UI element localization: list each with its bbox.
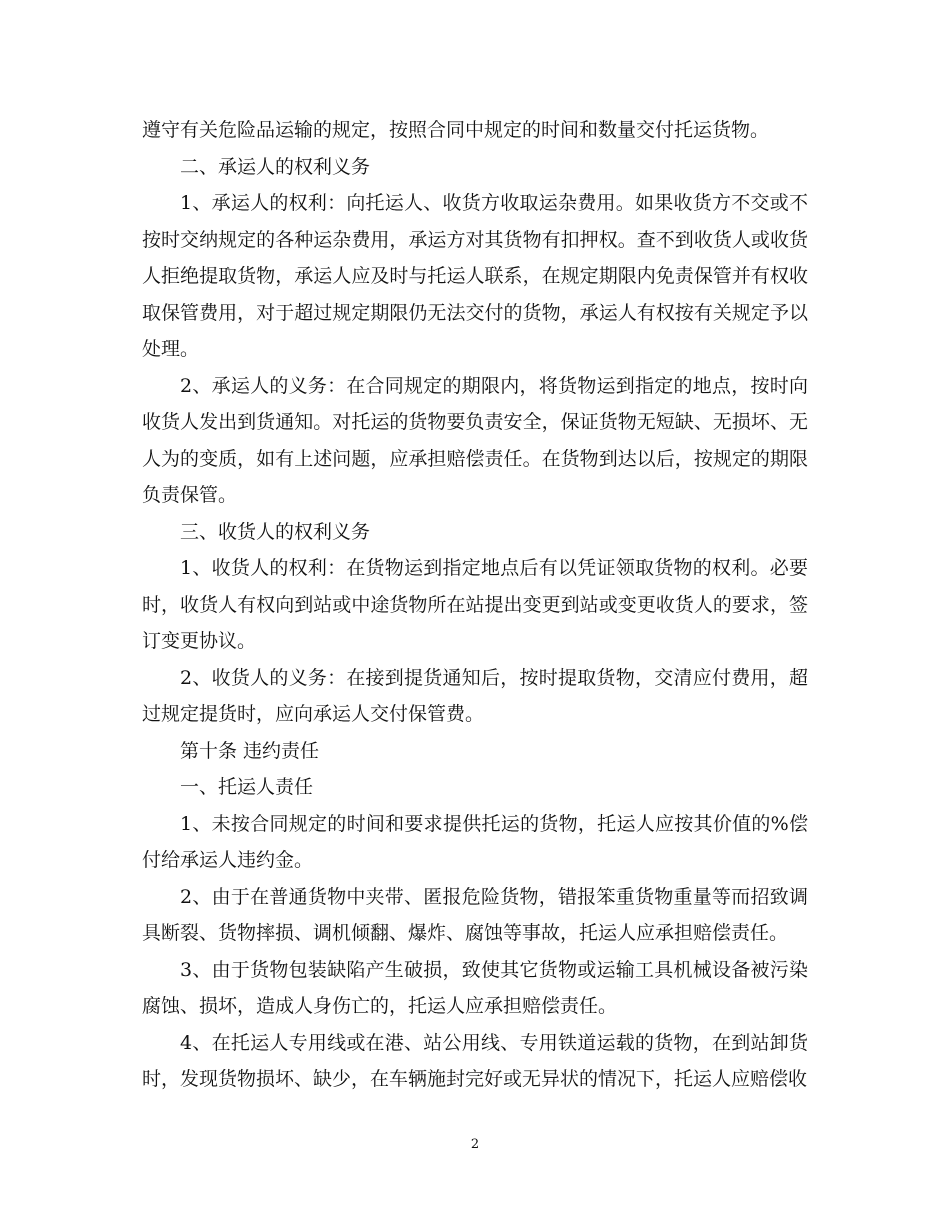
paragraph: 4、在托运人专用线或在港、站公用线、专用铁道运载的货物，在到站卸货时，发现货物损坏、缺少，在车辆施封完好或无异状的情况下，托运人应赔偿收 bbox=[142, 1031, 808, 1090]
section-heading: 三、收货人的权利义务 bbox=[180, 520, 371, 543]
paragraph: 遵守有关危险品运输的规定，按照合同中规定的时间和数量交付托运货物。 bbox=[142, 119, 770, 141]
paragraph: 3、由于货物包装缺陷产生破损，致使其它货物或运输工具机械设备被污染腐蚀、损坏，造成人身伤亡的，托运人应承担赔偿责任。 bbox=[142, 958, 808, 1017]
paragraph: 2、承运人的义务：在合同规定的期限内，将货物运到指定的地点，按时向收货人发出到货通知。对托运的货物要负责安全，保证货物无短缺、无损坏、无人为的变质，如有上述问题，应承担赔偿责任。在货物到达以后，按规定的期限负责保管。 bbox=[142, 374, 808, 506]
paragraph: 1、未按合同规定的时间和要求提供托运的货物，托运人应按其价值的%偿付给承运人违约金。 bbox=[142, 812, 808, 871]
article-heading: 第十条 违约责任 bbox=[180, 739, 320, 762]
paragraph: 1、承运人的权利：向托运人、收货方收取运杂费用。如果收货方不交或不按时交纳规定的各种运杂费用，承运方对其货物有扣押权。查不到收货人或收货人拒绝提取货物，承运人应及时与托运人联系，在规定期限内免责保管并有权收取保管费用，对于超过规定期限仍无法交付的货物，承运人有权按有关规定予以处理。 bbox=[142, 192, 808, 360]
paragraph: 2、由于在普通货物中夹带、匿报危险货物，错报笨重货物重量等而招致调具断裂、货物摔损、调机倾翻、爆炸、腐蚀等事故，托运人应承担赔偿责任。 bbox=[142, 885, 808, 944]
section-heading: 二、承运人的权利义务 bbox=[180, 155, 371, 178]
page-number: 2 bbox=[470, 1137, 480, 1152]
paragraph: 2、收货人的义务：在接到提货通知后，按时提取货物，交清应付费用，超过规定提货时，应向承运人交付保管费。 bbox=[142, 666, 808, 725]
section-heading: 一、托运人责任 bbox=[180, 776, 314, 798]
document-body bbox=[142, 112, 808, 1098]
paragraph: 1、收货人的权利：在货物运到指定地点后有以凭证领取货物的权利。必要时，收货人有权向到站或中途货物所在站提出变更到站或变更收货人的要求，签订变更协议。 bbox=[142, 557, 808, 652]
